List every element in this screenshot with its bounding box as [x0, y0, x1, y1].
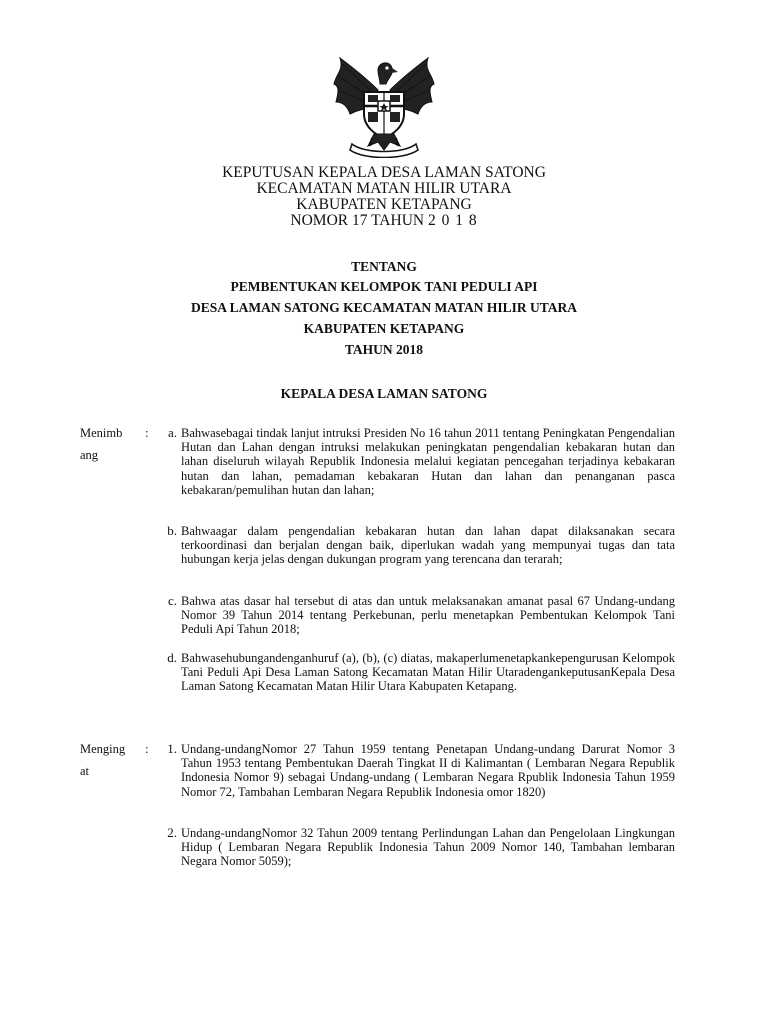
mengingat-colon: : — [145, 741, 149, 756]
menimbang-item-c-marker: c. — [167, 593, 177, 608]
mengingat-item-1-marker: 1. — [167, 741, 177, 756]
menimbang-item-b-marker: b. — [167, 523, 177, 538]
menimbang-label — [80, 422, 140, 466]
tentang-line-1: PEMBENTUKAN KELOMPOK TANI PEDULI API — [230, 279, 538, 294]
tentang-line-3: KABUPATEN KETAPANG — [303, 321, 465, 336]
decree-title-line-1: KEPUTUSAN KEPALA DESA LAMAN SATONG — [222, 164, 546, 181]
decree-number-year: 2 0 1 8 — [427, 212, 478, 229]
menimbang-item-d-marker: d. — [167, 650, 177, 665]
mengingat-label — [80, 738, 140, 782]
issuer-heading: KEPALA DESA LAMAN SATONG — [280, 386, 488, 401]
tentang-line-2: DESA LAMAN SATONG KECAMATAN MATAN HILIR UTARA — [190, 300, 578, 315]
menimbang-label-part-2: ang — [80, 448, 99, 462]
tentang-label: TENTANG — [351, 259, 417, 274]
menimbang-item-c: Bahwa atas dasar hal tersebut di atas dan untuk melaksanakan amanat pasal 67 Undang-undang Nomor 39 Tahun 2014 tentang Perkebunan, perlu menetapkan Pembentukan Kelompok Tani Peduli Api Tahun 2018; — [181, 594, 675, 637]
decree-number — [0, 213, 768, 229]
menimbang-colon: : — [145, 425, 149, 440]
decree-title-line-3: KABUPATEN KETAPANG — [296, 196, 472, 213]
menimbang-item-a-marker: a. — [167, 425, 177, 440]
decree-title-line-2: KECAMATAN MATAN HILIR UTARA — [256, 180, 512, 197]
tentang-line-4: TAHUN 2018 — [344, 342, 424, 357]
mengingat-item-2: Undang-undangNomor 32 Tahun 2009 tentang Perlindungan Lahan dan Pengelolaan Lingkungan Hidup ( Lembaran Negara Republik Indonesia Tahun 2009 Nomor 140, Tambahan lembaran Negara Nomor 5059); — [181, 826, 675, 869]
menimbang-item-d: Bahwasehubungandenganhuruf (a), (b), (c) diatas, makaperlumenetapkankepengurusan Kelompok Tani Peduli Api Desa Laman Satong Kecamatan Matan Hilir UtaradengankeputusanKepala Desa Laman Satong Kecamatan Matan Hilir Utara Kabupaten Ketapang. — [181, 651, 675, 694]
menimbang-label-part-1: Menimb — [80, 426, 123, 440]
decree-number-prefix: NOMOR 17 TAHUN — [290, 212, 428, 229]
mengingat-item-1: Undang-undangNomor 27 Tahun 1959 tentang Penetapan Undang-undang Darurat Nomor 3 Tahun 1953 tentang Pembentukan Daerah Tingkat II di Kalimantan ( Lembaran Negara Republik Indonesia Nomor 9) sebagai Undang-undang ( Lembaran Negara Rpublik Indonesia Tahun 1959 Nomor 72, Tambahan Lembaran Negara Republik Indonesia omor 1820) — [181, 742, 675, 799]
garuda-emblem-icon — [328, 50, 440, 158]
mengingat-label-part-1: Menging — [80, 742, 126, 756]
mengingat-label-part-2: at — [80, 764, 90, 778]
mengingat-item-2-marker: 2. — [167, 825, 177, 840]
menimbang-item-b: Bahwaagar dalam pengendalian kebakaran hutan dan lahan dapat dilaksanakan secara terkoordinasi dan berjalan dengan baik, diperlukan wadah yang mempunyai tugas dan tata hubungan kerja jelas dengan dukungan program yang terencana dan terarah; — [181, 524, 675, 567]
menimbang-item-a: Bahwasebagai tindak lanjut intruksi Presiden No 16 tahun 2011 tentang Peningkatan Pengendalian Hutan dan Lahan dengan intruksi melakukan peningkatan pengendalian kebakaran hutan dan lahan diseluruh wilayah Republik Indonesia melalui kegiatan pencegahan terjadinya kebakaran hutan dan lahan, pemadaman kebakaran Hutan dan lahan dan penanganan pasca kebakaran/pemulihan hutan dan lahan; — [181, 426, 675, 497]
